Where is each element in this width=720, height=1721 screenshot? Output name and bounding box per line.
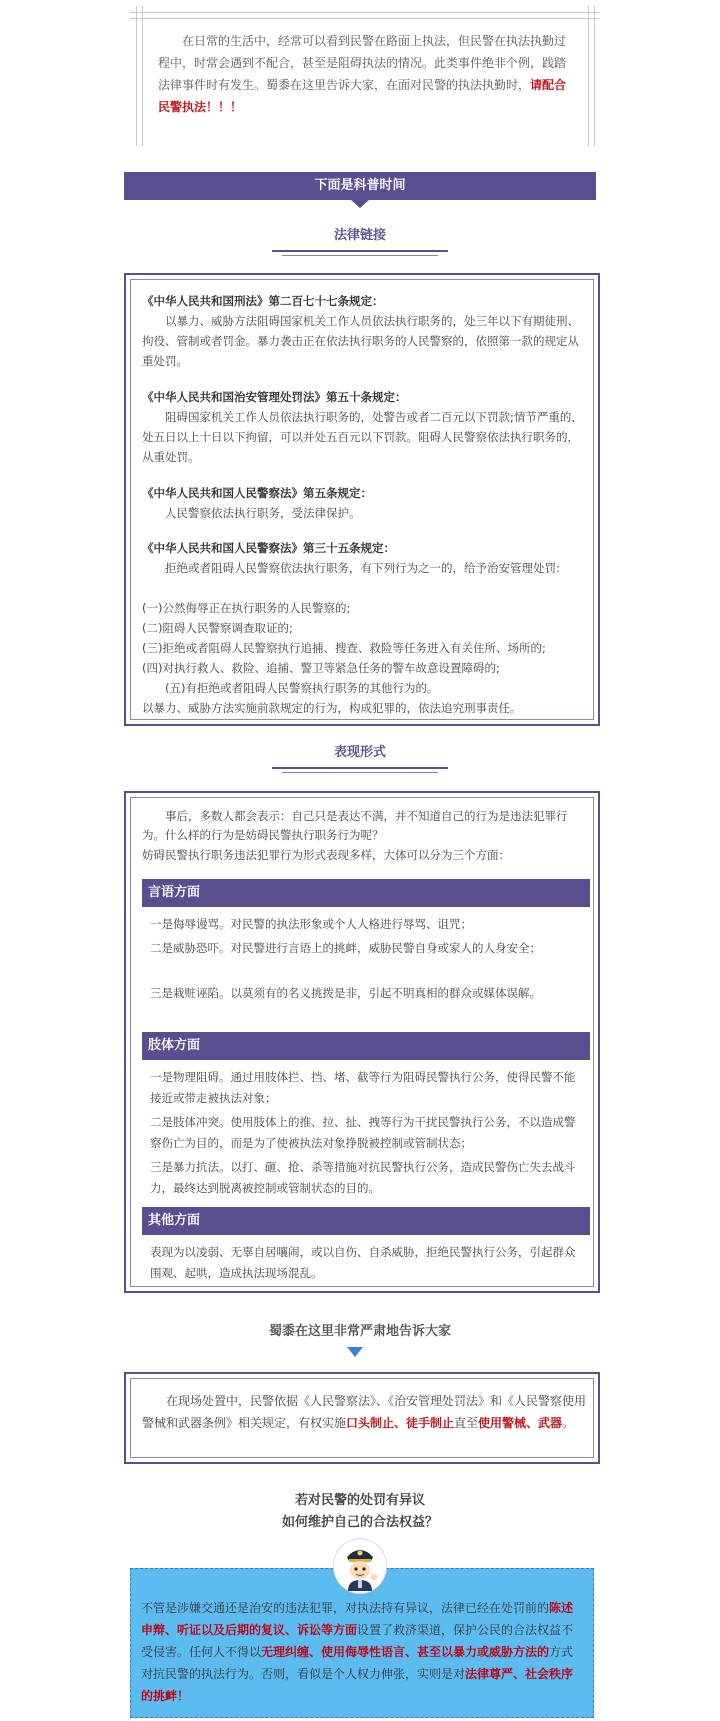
law-box xyxy=(124,273,600,726)
answer-t3: 方式对抗民警的执法行为。否则，看似是个人权力伸张，实则是对 xyxy=(141,1645,574,1681)
notice-text-c: 。 xyxy=(562,1416,575,1430)
intro-box xyxy=(130,6,600,146)
notice-box xyxy=(124,1372,600,1464)
answer-t1: 不管是涉嫌交通还是治安的违法犯罪，对执法持有异议，法律已经在处罚前的 xyxy=(141,1601,550,1615)
answer-r1: 陈述申辩、听证以及后期的复议、诉讼等方面 xyxy=(141,1601,574,1637)
section-divider xyxy=(272,250,448,252)
law-body: 人民警察依法执行职务，受法律保护。 xyxy=(165,506,361,520)
group-line: 表现为以凌弱、无辜自居嚷闹，或以自伤、自杀威胁，拒绝民警执行公务，引起群众围观、起哄，造成执法现场混乱。 xyxy=(150,1245,576,1280)
answer-r3: 法律尊严、社会秩序的挑衅！ xyxy=(141,1667,574,1703)
answer-r2: 无理纠缠、使用侮辱性语言、甚至以暴力或威胁方法的 xyxy=(261,1645,550,1659)
forms-intro2: 妨碍民警执行职务违法犯罪行为形式表现多样，大体可以分为三个方面： xyxy=(142,848,510,862)
group-bar-physical: 肢体方面 xyxy=(142,1032,590,1060)
law-body: 拒绝或者阻碍人民警察依法执行职务，有下列行为之一的，给予治安管理处罚: xyxy=(165,561,560,575)
notice-text xyxy=(142,1390,590,1434)
law-body: 以暴力、威胁方法阻碍国家机关工作人员依法执行职务的，处三年以下有期徒刑、拘役、管制或者罚金。暴力袭击正在依法执行职务的人民警察的，依照第一款的规定从重处罚。 xyxy=(142,314,579,368)
group-line: 二是肢体冲突。使用肢体上的推、拉、扯、拽等行为干扰民警执行公务，不以造成警察伤亡为目的，而是为了使被执法对象挣脱被控制或管制状态； xyxy=(150,1115,576,1150)
group-line: 三是栽赃诬陷。以莫须有的名义挑拨是非，引起不明真相的群众或媒体误解。 xyxy=(150,986,541,1000)
notice-red-a: 口头制止、徒手制止 xyxy=(346,1416,455,1430)
section-title-forms: 表现形式 xyxy=(333,745,386,760)
group-bar-other: 其他方面 xyxy=(142,1207,590,1235)
section-title-law: 法律链接 xyxy=(333,228,386,243)
group-bar-verbal: 言语方面 xyxy=(142,879,590,907)
section-divider xyxy=(282,772,438,773)
notice-text-a: 在现场处置中，民警依据《人民警察法》、《治安管理处罚法》和《人民警察使用警械和武器条例》相关规定，有权实施 xyxy=(142,1394,587,1430)
group-line: 一是侮辱谩骂。对民警的执法形象或个人人格进行辱骂、诅咒； xyxy=(150,917,472,931)
notice-red-b: 使用警械、武器 xyxy=(478,1416,563,1430)
police-mascot-icon xyxy=(333,1538,387,1594)
law-tail: 以暴力、威胁方法实施前款规定的行为，构成犯罪的，依法追究刑事责任。 xyxy=(142,701,522,715)
law-list-item: (五)有拒绝或者阻碍人民警察执行职务的其他行为的。 xyxy=(165,681,439,695)
forms-intro: 事后，多数人都会表示：自己只是表达不满，并不知道自己的行为是违法犯罪行为。什么样的行为是妨碍民警执行职务行为呢？ xyxy=(142,809,568,842)
intro-paragraph xyxy=(158,30,568,118)
law-list-item: (三)拒绝或者阻碍人民警察执行追捕、搜查、救险等任务进入有关住所、场所的; xyxy=(142,641,546,655)
law-heading: 《中华人民共和国刑法》第二百七十七条规定： xyxy=(142,294,384,308)
section-divider xyxy=(272,767,448,769)
answer-t2: 设置了救济渠道，保护公民的合法权益不受侵害。任何人不得以 xyxy=(141,1623,574,1659)
notice-text-b: 直至 xyxy=(454,1416,479,1430)
law-heading: 《中华人民共和国人民警察法》第三十五条规定： xyxy=(142,541,395,555)
law-body: 阻碍国家机关工作人员依法执行职务的，处警告或者二百元以下罚款;情节严重的，处五日以上十日以下拘留，可以并处五百元以下罚款。阻碍人民警察依法执行职务的，从重处罚。 xyxy=(142,410,583,464)
popsci-banner: 下面是科普时间 xyxy=(124,172,596,200)
law-list-item: (一)公然侮辱正在执行职务的人民警察的; xyxy=(142,601,351,615)
forms-box xyxy=(124,791,600,1293)
intro-highlight: 请配合民警执法！！！ xyxy=(158,78,567,114)
question-title xyxy=(0,1490,720,1534)
law-heading: 《中华人民共和国治安管理处罚法》第五十条规定： xyxy=(142,390,407,404)
section-divider xyxy=(282,255,438,256)
law-heading: 《中华人民共和国人民警察法》第五条规定： xyxy=(142,486,372,500)
intro-text: 在日常的生活中，经常可以看到民警在路面上执法，但民警在执法执勤过程中，时常会遇到不配合，甚至是阻碍执法的情况。此类事件绝非个例，践踏法律事件时有发生。蜀黍在这里告诉大家，在面对民警的执法执勤时， xyxy=(158,34,567,92)
group-line: 一是物理阻碍。通过用肢体拦、挡、堵、截等行为阻碍民警执行公务，使得民警不能接近或带走被执法对象； xyxy=(150,1070,576,1105)
answer-text xyxy=(141,1597,585,1707)
law-list-item: (二)阻碍人民警察调查取证的; xyxy=(142,621,293,635)
banner-arrow-icon xyxy=(351,200,369,208)
question-line1: 若对民警的处罚有异议 xyxy=(294,1493,425,1508)
group-line: 三是暴力抗法。以打、砸、抢、杀等措施对抗民警执行公务，造成民警伤亡失去战斗力，最终达到脱离被控制或管制状态的目的。 xyxy=(150,1160,576,1195)
notice-title: 蜀黍在这里非常严肃地告诉大家 xyxy=(268,1324,451,1339)
group-line: 二是威胁恐吓。对民警进行言语上的挑衅，威胁民警自身或家人的人身安全； xyxy=(150,941,541,955)
question-line2: 如何维护自己的合法权益？ xyxy=(281,1515,438,1530)
law-list-item: (四)对执行救人、救险、追捕、警卫等紧急任务的警车故意设置障碍的; xyxy=(142,661,500,675)
chevron-down-icon xyxy=(347,1347,363,1357)
